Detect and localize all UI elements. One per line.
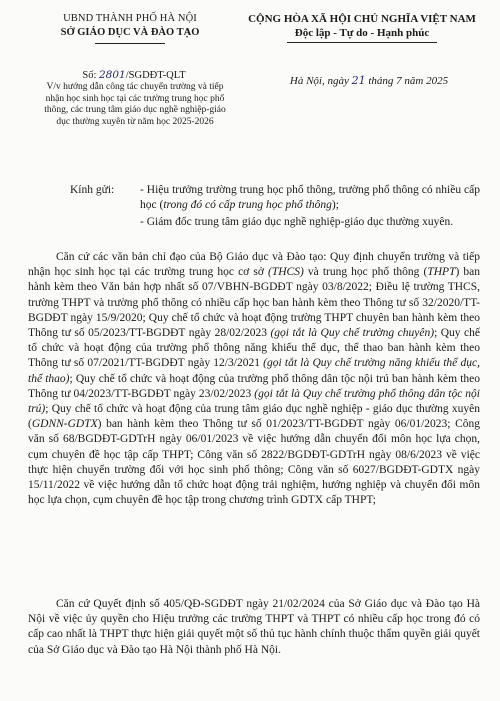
p1-text-6: ; Quy chế tổ chức và hoạt động của trung tâm giáo dục nghề nghiệp - giáo dục thường xuyên ( — [28, 403, 480, 431]
recipient-1-end: ); — [331, 199, 339, 211]
recipient-1 — [140, 183, 480, 213]
recipient-1-italic: trong đó có cấp trung học phổ thông — [163, 199, 332, 211]
p1-text-1: Căn cứ các văn bản chỉ đạo của Bộ Giáo dục và Đào tạo: Quy định chuyển trường và tiếp nhận học sinh học tại các trường trung học cơ sở — [28, 251, 480, 279]
p1-text-2: và trung học phổ thông ( — [303, 266, 428, 279]
header-right-rule — [287, 42, 437, 43]
salutation: Kính gửi: — [70, 184, 115, 196]
city-committee: UBND THÀNH PHỐ HÀ NỘI — [63, 13, 197, 24]
date-before: Hà Nội, ngày — [289, 75, 352, 87]
issuing-authority — [30, 12, 230, 44]
doc-number-suffix: /SGDĐT-QLT — [125, 70, 186, 81]
p1-text-5: ; Quy chế tổ chức và hoạt động của trường phổ thông dân tộc nội trú ban hành kèm theo Thông tư 04/2023/TT-BGDĐT ngày 23/02/2023 — [28, 372, 481, 400]
p1-italic-5: (gọi tắt là Quy chế trường phổ thông dân tộc nội trú) — [28, 387, 481, 416]
recipient-1-text: - Hiệu trưởng trường trung học phổ thông, trường phổ thông có nhiều cấp học ( — [140, 184, 480, 211]
p1-italic-1: (THCS) — [268, 266, 304, 279]
department-name: SỞ GIÁO DỤC VÀ ĐÀO TẠO — [60, 27, 200, 38]
recipient-2: - Giám đốc trung tâm giáo dục nghề nghiệp-giáo dục thường xuyên. — [140, 216, 454, 228]
paragraph-1 — [28, 250, 480, 508]
p1-text-4: ; Quy chế tổ chức và hoạt động của trường phổ thông năng khiếu thể dục, thể thao ban hành kèm theo Thông tư số 07/2021/TT-BGDĐT ngày 12/3/2021 — [28, 327, 480, 370]
p1-italic-3: (gọi tắt là Quy chế trường chuyên) — [270, 327, 435, 340]
p1-italic-6: GDNN-GDTX — [31, 418, 98, 431]
date-after: tháng 7 năm 2025 — [365, 75, 449, 87]
doc-number-prefix: Số: — [82, 70, 97, 81]
header-left-rule — [95, 43, 165, 44]
date-day-handwritten: 21 — [351, 74, 366, 87]
doc-number-handwritten: 2801 — [99, 69, 126, 81]
national-motto: Độc lập - Tự do - Hạnh phúc — [294, 27, 430, 39]
nation-name: CỘNG HÒA XÃ HỘI CHỦ NGHĨA VIỆT NAM — [248, 13, 476, 25]
issue-date — [258, 74, 480, 87]
national-heading — [242, 12, 482, 43]
p1-text-3: ) ban hành kèm theo Văn bản hợp nhất số 07/VBHN-BGDĐT ngày 03/8/2022; Điều lệ trường THCS, trường THPT và trường phổ thông có nhiều cấp học ban hành kèm theo Thông tư số 32/2020/TT-BGDĐT ngày 15/9/2020; Quy chế tổ chức và hoạt động trường THPT chuyên ban hành kèm theo Thông tư số 05/2023/TT-BGDĐT ngày 28/02/2023 — [28, 266, 480, 340]
p1-text-7: ) ban hành kèm theo Thông tư số 01/2023/TT-BGDĐT ngày 06/01/2023; Công văn số 68/BGDĐT-GDTrH ngày 06/01/2023 về việc hướng dẫn chuyển đổi môn học lựa chọn, cụm chuyên đề học tập cấp THPT; Công văn số 2822/BGDĐT-GDTrH ngày 08/6/2023 về việc thực hiện chuyển trường đối với học sinh phổ thông; Công văn số 6027/BGDĐT-GDTX ngày 15/11/2022 về việc hướng dẫn tổ chức hoạt động trải nghiệm, hướng nghiệp và chuyển đổi môn học lựa chọn, cụm chuyên đề học tập trong chương trình GDTX cấp THPT; — [28, 418, 480, 507]
paragraph-2: Căn cứ Quyết định số 405/QĐ-SGDĐT ngày 21/02/2024 của Sở Giáo dục và Đào tạo Hà Nội về việc ủy quyền cho Hiệu trưởng các trường THPT và THPT có nhiều cấp học trong đó có cấp cao nhất là THPT thực hiện giải quyết một số thủ tục hành chính thuộc thẩm quyền giải quyết của Sở Giáo dục và Đào tạo Hà Nội thành phố Hà Nội. — [28, 598, 480, 656]
document-number — [34, 69, 234, 81]
document-subject: V/v hướng dẫn công tác chuyển trường và tiếp nhận học sinh học tại các trường trung học phổ thông, các trung tâm giáo dục nghề nghiệp-giáo dục thường xuyên từ năm học 2025-2026 — [44, 82, 226, 127]
p1-italic-4: (gọi tắt là Quy chế trường năng khiếu thể dục, thể thao) — [28, 357, 480, 385]
p1-italic-2: THPT — [427, 266, 456, 279]
